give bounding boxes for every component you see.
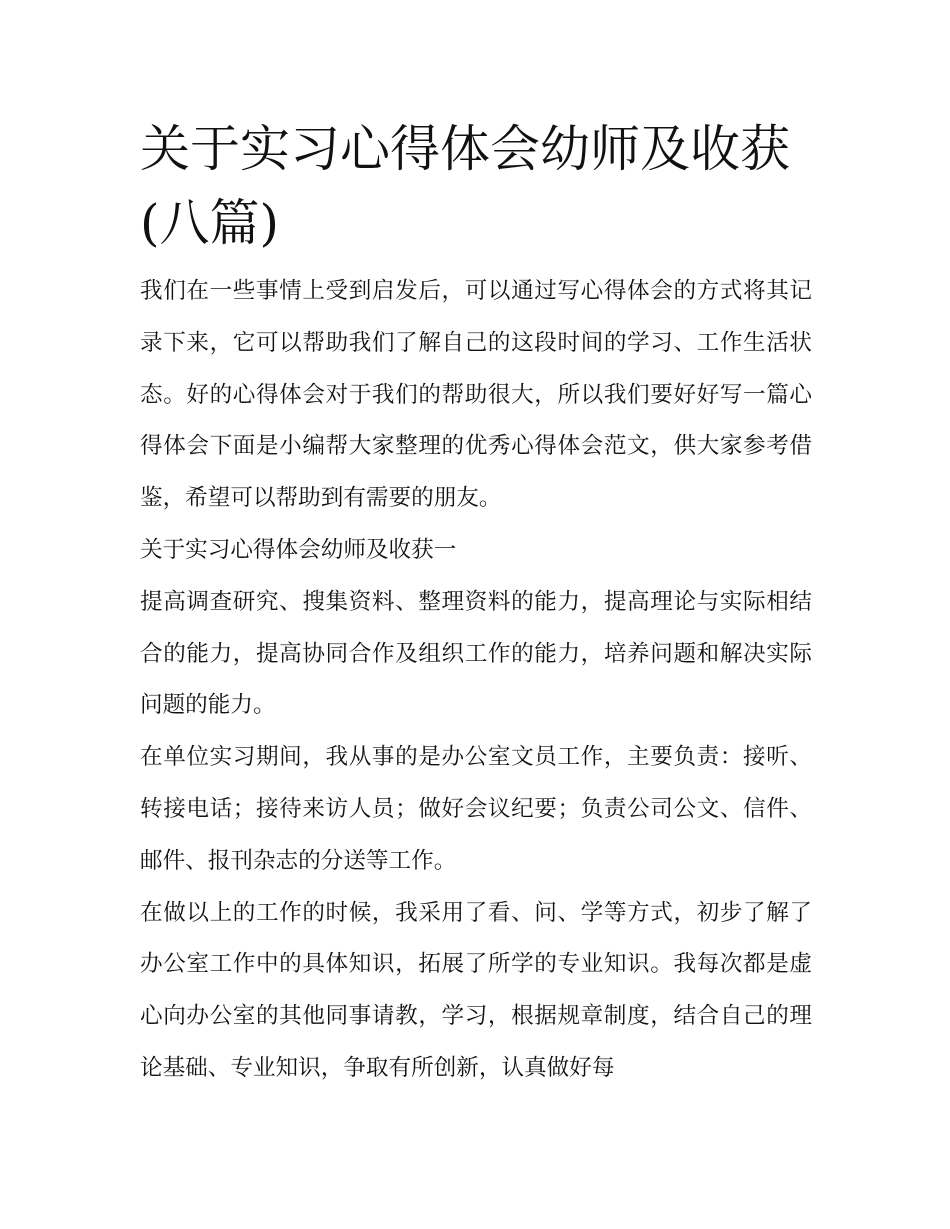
- body-paragraph: 提高调查研究、搜集资料、整理资料的能力，提高理论与实际相结合的能力，提高协同合作及组织工作的能力，培养问题和解决实际问题的能力。: [140, 588, 812, 719]
- intro-paragraph: 我们在一些事情上受到启发后，可以通过写心得体会的方式将其记录下来，它可以帮助我们了解自己的这段时间的学习、工作生活状态。好的心得体会对于我们的帮助很大，所以我们要好好写一篇心得体会下面是小编帮大家整理的优秀心得体会范文，供大家参考借鉴，希望可以帮助到有需要的朋友。: [140, 278, 812, 512]
- body-paragraph: 在单位实习期间，我从事的是办公室文员工作，主要负责：接听、转接电话；接待来访人员；做好会议纪要；负责公司公文、信件、邮件、报刊杂志的分送等工作。: [140, 744, 812, 874]
- body-paragraph: 在做以上的工作的时候，我采用了看、问、学等方式，初步了解了办公室工作中的具体知识，拓展了所学的专业知识。我每次都是虚心向办公室的其他同事请教，学习，根据规章制度，结合自己的理论基础、专业知识，争取有所创新，认真做好每: [140, 899, 812, 1081]
- section-heading: 关于实习心得体会幼师及收获一: [140, 536, 457, 563]
- document-title: 关于实习心得体会幼师及收获(八篇): [140, 120, 790, 252]
- document-body: [140, 112, 812, 1095]
